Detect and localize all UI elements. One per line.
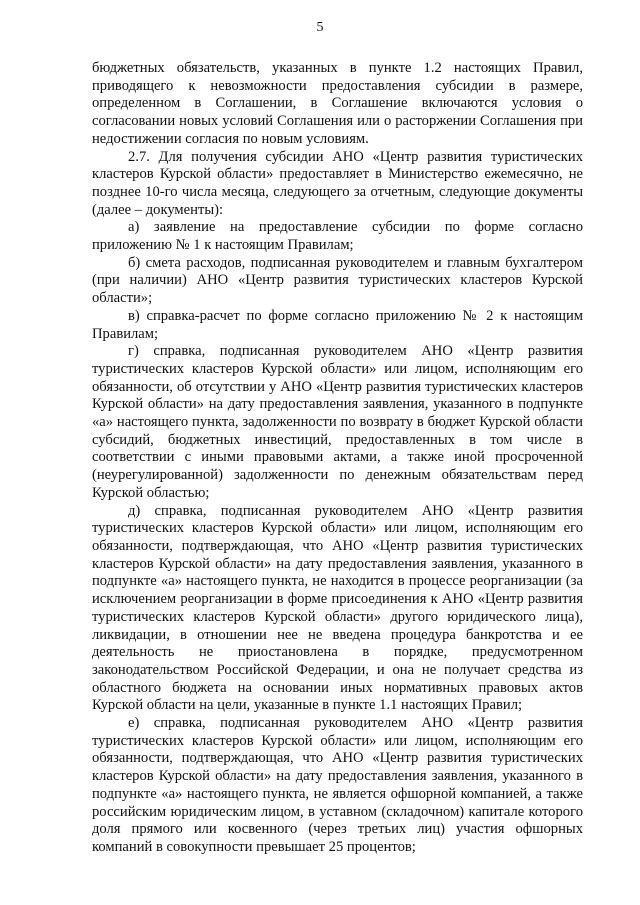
paragraph-item-e: е) справка, подписанная руководителем АНО «Центр развития туристических кластеров Курской области» или лицом, исполняющим его обязанности, подтверждающая, что АНО «Центр развития туристических кластеров Курской области» на дату предоставления заявления, указанного в подпункте «а» настоящего пункта, не является офшорной компанией, а также российским юридическим лицом, в уставном (складочном) капитале которого доля прямого или косвенного (через третьих лиц) участия офшорных компаний в совокупности превышает 25 процентов; xyxy=(92,715,583,855)
paragraph-item-a: а) заявление на предоставление субсидии по форме согласно приложению № 1 к настоящим Правилам; xyxy=(92,219,583,254)
paragraph-item-v: в) справка-расчет по форме согласно приложению № 2 к настоящим Правилам; xyxy=(92,307,583,342)
document-body xyxy=(92,60,583,857)
page-number: 5 xyxy=(316,20,324,35)
paragraph-item-b: б) смета расходов, подписанная руководителем и главным бухгалтером (при наличии) АНО «Центр развития туристических кластеров Курской области»; xyxy=(92,254,583,307)
paragraph-clause-2-7: 2.7. Для получения субсидии АНО «Центр развития туристических кластеров Курской области» предоставляет в Министерство ежемесячно, не позднее 10-го числа месяца, следующего за отчетным, следующие документы (далее – документы): xyxy=(92,148,583,218)
paragraph-item-g: г) справка, подписанная руководителем АНО «Центр развития туристических кластеров Курской области» или лицом, исполняющим его обязанности, об отсутствии у АНО «Центр развития туристических кластеров Курской области» на дату предоставления заявления, указанного в подпункте «а» настоящего пункта, задолженности по возврату в бюджет Курской области субсидий, бюджетных инвестиций, предоставленных в том числе в соответствии с иными правовыми актами, а также иной просроченной (неурегулированной) задолженности по денежным обязательствам перед Курской областью; xyxy=(92,343,583,501)
paragraph-item-d: д) справка, подписанная руководителем АНО «Центр развития туристических кластеров Курской области» или лицом, исполняющим его обязанности, подтверждающая, что АНО «Центр развития туристических кластеров Курской области» на дату предоставления заявления, указанного в подпункте «а» настоящего пункта, не находится в процессе реорганизации (за исключением реорганизации в форме присоединения к АНО «Центр развития туристических кластеров Курской области» другого юридического лица), ликвидации, в отношении нее не введена процедура банкротства и ее деятельность не приостановлена в порядке, предусмотренном законодательством Российской Федерации, и она не получает средства из областного бюджета на основании иных нормативных правовых актов Курской области на цели, указанные в пункте 1.1 настоящих Правил; xyxy=(92,502,583,714)
paragraph-continuation: бюджетных обязательств, указанных в пункте 1.2 настоящих Правил, приводящего к невозможности предоставления субсидии в размере, определенном в Соглашении, в Соглашение включаются условия о согласовании новых условий Соглашения или о расторжении Соглашения при недостижении согласия по новым условиям. xyxy=(92,60,583,147)
